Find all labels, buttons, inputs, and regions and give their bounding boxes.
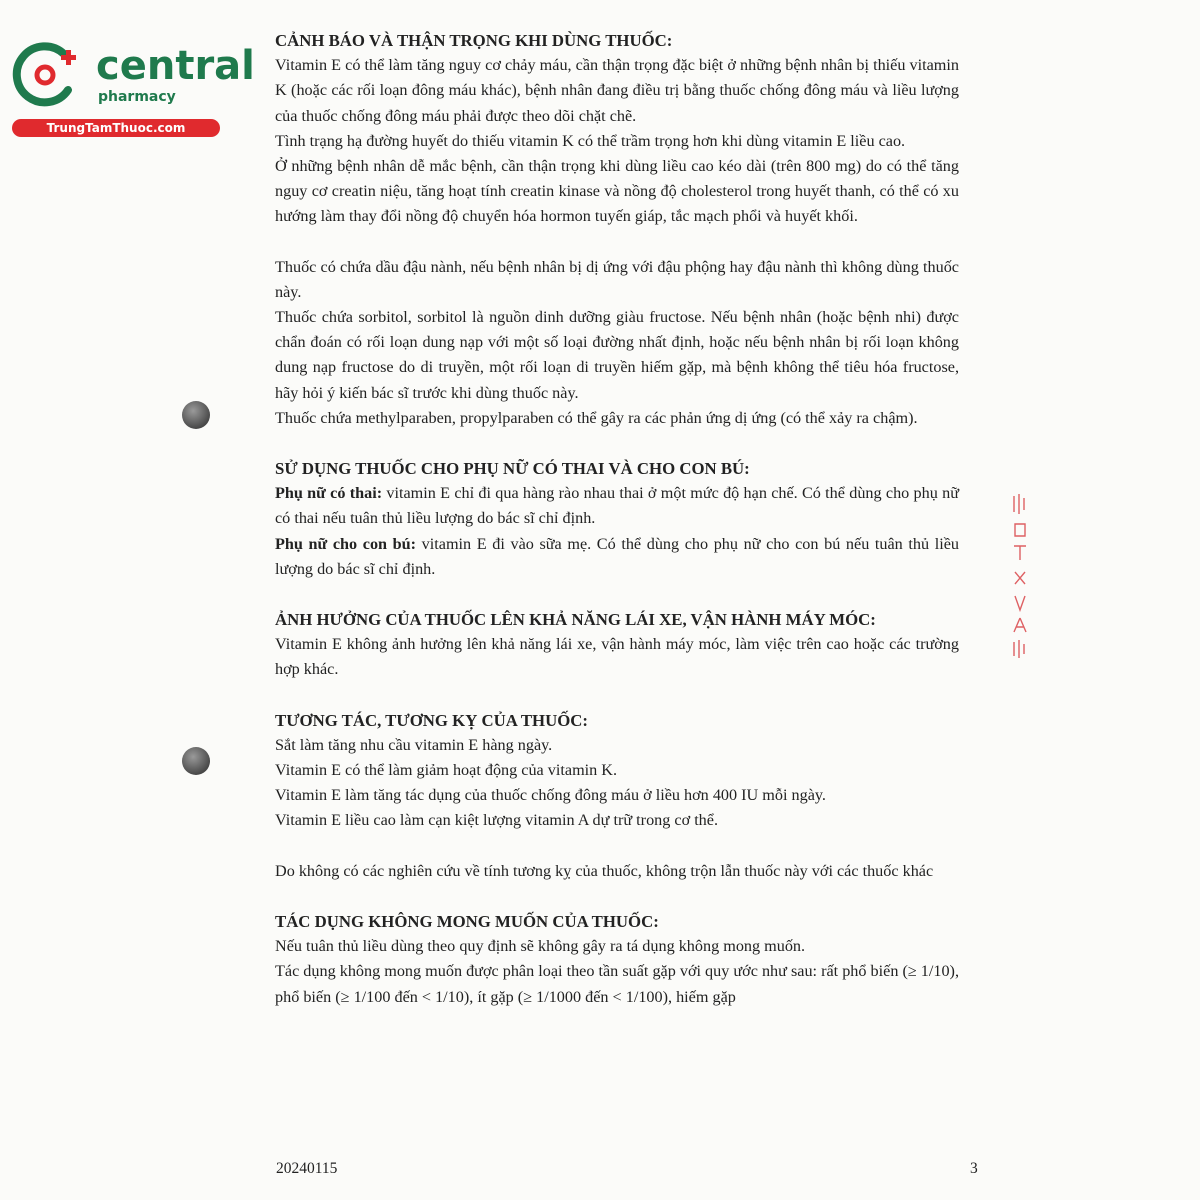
section-title-driving: ẢNH HƯỞNG CỦA THUỐC LÊN KHẢ NĂNG LÁI XE, VẬN HÀNH MÁY MÓC: [275,610,876,630]
document-body [275,28,959,1010]
section-title-pregnancy: SỬ DỤNG THUỐC CHO PHỤ NỮ CÓ THAI VÀ CHO CON BÚ: [275,459,750,479]
text-pregnant: vitamin E chỉ đi qua hàng rào nhau thai ở một mức độ hạn chế. Có thể dùng cho phụ nữ có thai nếu tuân thủ liều lượng do bác sĩ chỉ định. [275,484,959,528]
section-title-side-effects: TÁC DỤNG KHÔNG MONG MUỐN CỦA THUỐC: [275,911,659,931]
paragraph: Vitamin E liều cao làm cạn kiệt lượng vitamin A dự trữ trong cơ thể. [275,811,719,830]
brand-name: central [96,43,255,89]
paragraph-nursing [275,532,959,582]
label-nursing: Phụ nữ cho con bú: [275,534,417,553]
paragraph: Nếu tuân thủ liều dùng theo quy định sẽ không gây ra tá dụng không mong muốn. [275,937,806,956]
paragraph: Tình trạng hạ đường huyết do thiếu vitamin K có thể trầm trọng hơn khi dùng vitamin E liều cao. [275,131,906,150]
text-nursing: vitamin E đi vào sữa mẹ. Có thể dùng cho phụ nữ cho con bú nếu tuân thủ liều lượng do bác sĩ chỉ định. [275,534,959,578]
paragraph: Vitamin E có thể làm tăng nguy cơ chảy máu, cần thận trọng đặc biệt ở những bệnh nhân bị thiếu vitamin K (hoặc các rối loạn đông máu khác), bệnh nhân đang điều trị bằng thuốc chống đông máu và liều lượng của thuốc chống đông máu phải được theo dõi chặt chẽ. [275,56,959,125]
brand-url: TrungTamThuoc.com [12,119,220,137]
brand-logo [10,38,255,138]
page-number: 3 [970,1160,978,1177]
brand-subtitle: pharmacy [98,89,176,105]
paragraph: Thuốc chứa sorbitol, sorbitol là nguồn dinh dưỡng giàu fructose. Nếu bệnh nhân (hoặc bệnh nhi) được chẩn đoán có rối loạn dung nạp với một số loại đường nhất định, hoặc nếu bệnh nhân bị rối loạn không dung nạp fructose do di truyền, một rối loạn di truyền hiếm gặp, mà bệnh không thể tiêu hóa fructose, hãy hỏi ý kiến bác sĩ trước khi dùng thuốc này. [275,308,959,402]
paragraph: Tác dụng không mong muốn được phân loại theo tần suất gặp với quy ước như sau: rất phổ biến (≥ 1/10), phổ biến (≥ 1/100 đến < 1/10), ít gặp (≥ 1/1000 đến < 1/100), hiếm gặp [275,962,959,1006]
paragraph: Thuốc chứa methylparaben, propylparaben có thể gây ra các phản ứng dị ứng (có thể xảy ra chậm). [275,408,918,427]
paragraph: Thuốc có chứa dầu đậu nành, nếu bệnh nhân bị dị ứng với đậu phộng hay đậu nành thì không dùng thuốc này. [275,257,959,301]
red-stamp-icon [1010,490,1032,660]
paragraph: Vitamin E có thể làm giảm hoạt động của vitamin K. [275,761,618,780]
section-title-interactions: TƯƠNG TÁC, TƯƠNG KỴ CỦA THUỐC: [275,710,588,730]
document-code: 20240115 [276,1160,338,1177]
paragraph: Ở những bệnh nhân dễ mắc bệnh, cần thận trọng khi dùng liều cao kéo dài (trên 800 mg) do có thể tăng nguy cơ creatin niệu, tăng hoạt tính creatin kinase và nồng độ cholesterol trong huyết thanh, có thể có xu hướng làm thay đổi nồng độ chuyển hóa hormon tuyến giáp, tắc mạch phổi và huyết khối. [275,157,959,226]
paragraph-pregnant [275,481,959,531]
central-pharmacy-logo-icon [12,40,82,110]
paragraph: Vitamin E làm tăng tác dụng của thuốc chống đông máu ở liều hơn 400 IU mỗi ngày. [275,786,826,805]
label-pregnant: Phụ nữ có thai: [275,484,383,503]
paragraph: Sắt làm tăng nhu cầu vitamin E hàng ngày. [275,735,553,754]
punch-hole-icon [182,747,210,775]
paragraph: Do không có các nghiên cứu về tính tương kỵ của thuốc, không trộn lẫn thuốc này với các thuốc khác [275,861,934,880]
section-title-warnings: CẢNH BÁO VÀ THẬN TRỌNG KHI DÙNG THUỐC: [275,31,673,50]
paragraph: Vitamin E không ảnh hưởng lên khả năng lái xe, vận hành máy móc, làm việc trên cao hoặc các trường hợp khác. [275,635,959,679]
punch-hole-icon [182,401,210,429]
